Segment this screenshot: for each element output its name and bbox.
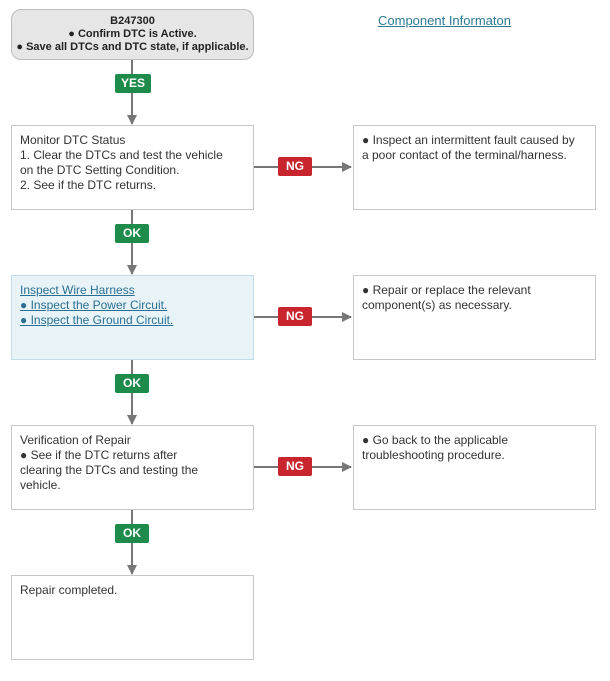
result-repair-replace: [353, 275, 596, 360]
start-item: ● Confirm DTC is Active.: [68, 28, 197, 40]
inspect-ground-circuit-link[interactable]: ● Inspect the Ground Circuit.: [20, 313, 174, 327]
result-text: a poor contact of the terminal/harness.: [362, 148, 567, 162]
step-text: on the DTC Setting Condition.: [20, 163, 180, 177]
step-verification-of-repair: [11, 425, 254, 510]
step-text: vehicle.: [20, 478, 61, 492]
step-text: Repair completed.: [20, 583, 118, 597]
start-dtc-box: [11, 9, 254, 60]
step-text: 1. Clear the DTCs and test the vehicle: [20, 148, 223, 162]
result-text: troubleshooting procedure.: [362, 448, 505, 462]
dtc-code: B247300: [110, 15, 155, 27]
ng-badge: NG: [278, 307, 312, 326]
step-text: 2. See if the DTC returns.: [20, 178, 157, 192]
step-inspect-wire-harness: [11, 275, 254, 360]
step-text: Monitor DTC Status: [20, 133, 126, 147]
step-text: ● See if the DTC returns after: [20, 448, 178, 462]
inspect-power-circuit-link[interactable]: ● Inspect the Power Circuit.: [20, 298, 168, 312]
inspect-wire-harness-link[interactable]: Inspect Wire Harness: [20, 283, 135, 297]
result-text: ● Repair or replace the relevant: [362, 283, 531, 297]
result-text: ● Go back to the applicable: [362, 433, 509, 447]
step-text: clearing the DTCs and testing the: [20, 463, 199, 477]
ok-badge: OK: [115, 224, 149, 243]
ng-badge: NG: [278, 157, 312, 176]
result-intermittent-fault: [353, 125, 596, 210]
step-repair-completed: [11, 575, 254, 660]
ok-badge: OK: [115, 374, 149, 393]
result-text: ● Inspect an intermittent fault caused by: [362, 133, 575, 147]
ng-badge: NG: [278, 457, 312, 476]
yes-badge: YES: [115, 74, 151, 93]
result-text: component(s) as necessary.: [362, 298, 512, 312]
step-monitor-dtc-status: [11, 125, 254, 210]
result-go-back: [353, 425, 596, 510]
step-text: Verification of Repair: [20, 433, 131, 447]
start-item: ● Save all DTCs and DTC state, if applicable.: [16, 41, 249, 53]
component-information-link[interactable]: Component Informaton: [378, 13, 511, 28]
ok-badge: OK: [115, 524, 149, 543]
